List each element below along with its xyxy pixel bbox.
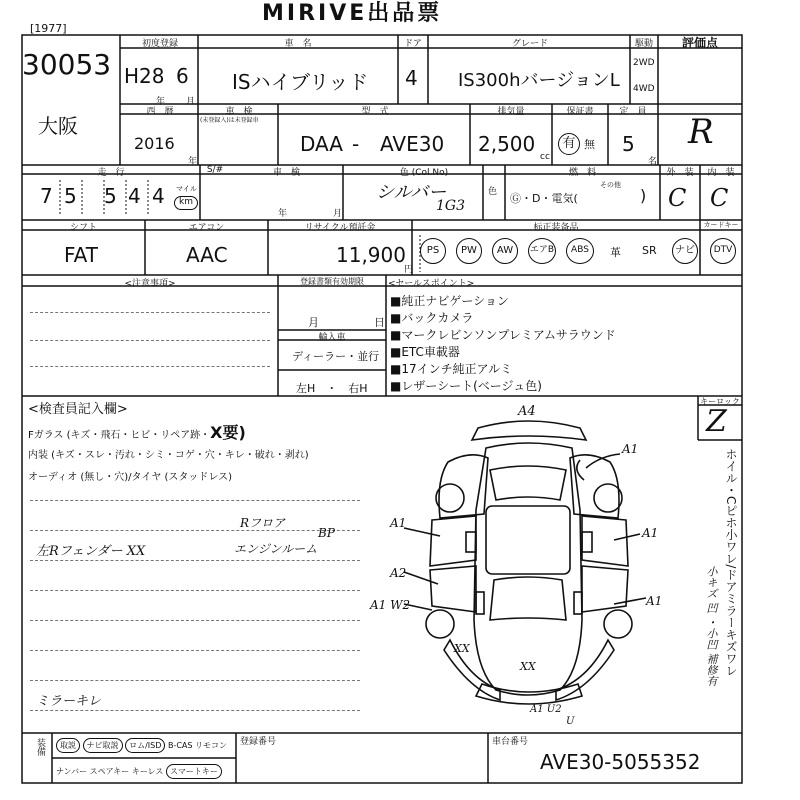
exterior-value: C (668, 184, 687, 212)
hdr-inspection: 車 検 (225, 107, 253, 117)
hdr-shift: シフト (69, 223, 97, 233)
color-number: 1G3 (436, 198, 465, 214)
vehicle-name: ISハイブリッド (232, 70, 369, 94)
equip-sr: SR (642, 244, 657, 257)
hdr-keycard: カードキー (703, 221, 739, 229)
bottom-items-top (56, 738, 227, 753)
damage-mark: A1 W2 (370, 598, 411, 612)
item-bcas: B-CAS (167, 741, 193, 750)
note-floor: Rフロア (240, 516, 286, 530)
km-label: km (174, 196, 198, 210)
shift-value: FAT (64, 243, 99, 267)
hdr-fuel: 燃 料 (568, 168, 596, 178)
hdr-color: 色 (Col.No) (399, 168, 449, 178)
hdr-mileage: 走 行 (97, 168, 125, 178)
hdr-odometer: S/# (206, 165, 224, 175)
equip-airbag: エアB (528, 238, 556, 264)
yen-label: 円 (404, 265, 414, 275)
damage-mark: A4 (518, 404, 536, 419)
hdr-sales: <セールスポイント> (388, 279, 475, 289)
hdr-inspector: <検査員記入欄> (28, 402, 128, 417)
hdr-first-reg: 初度登録 (141, 39, 178, 49)
sales-point: ■マークレビンソンプレミアムサラウンド (390, 328, 616, 342)
aircon-value: AAC (186, 243, 228, 267)
dealer-option: ディーラー・並行 (292, 350, 380, 363)
color-value: シルバー (376, 182, 447, 203)
damage-mark: A2 (390, 566, 407, 580)
note-engine: エンジンルーム (234, 542, 318, 556)
damage-mark: XX (454, 642, 470, 655)
item-spare-key: スペアキー (89, 767, 130, 776)
drive-2wd: 2WD (633, 58, 655, 68)
hdr-reg-expiry: 登録書類有効期限 (300, 277, 364, 286)
page-title: MIRIVE出品票 (262, 1, 443, 26)
sales-point: ■17インチ純正アルミ (390, 362, 513, 376)
sales-point: ■ETC車載器 (390, 345, 460, 359)
capacity-value: 5 (622, 132, 635, 156)
lot-number: 30053 (22, 48, 112, 81)
damage-mark: A1 (390, 516, 407, 530)
hdr-western: 西 暦 (146, 107, 174, 117)
note-bp: BP (318, 526, 335, 540)
mile-label: マイル (176, 185, 197, 193)
item-rom: ロム/ISD (125, 738, 165, 753)
inspector-interior: 内装 (キズ・スレ・汚れ・シミ・コゲ・穴・キレ・破れ・剥れ) (28, 450, 309, 461)
hdr-inspection2: 車 検 (272, 168, 300, 178)
insp-month: 月 (333, 209, 343, 219)
item-navi-manual: ナビ取説 (83, 738, 123, 753)
hdr-chassis: 車台番号 (492, 737, 529, 747)
glass-mark: X要) (210, 423, 246, 442)
interior-value: C (710, 184, 729, 212)
item-remote: リモコン (195, 741, 227, 750)
warranty-no: 無 (584, 138, 595, 151)
damage-mark: A1 U2 (530, 704, 562, 715)
hdr-score: 評価点 (681, 36, 718, 50)
item-smart-key: スマートキー (166, 764, 222, 779)
grade-value: IS300hバージョンL (458, 70, 620, 91)
mileage-digit: 7 (40, 184, 53, 208)
year-code: [1977] (30, 22, 67, 35)
year-suffix: 年 (188, 157, 198, 167)
reg-month: 月 (308, 316, 319, 329)
equip-navi: ナビ (672, 238, 698, 264)
hdr-drive: 駆動 (634, 39, 653, 49)
equip-leather: 革 (610, 246, 621, 259)
hdr-doors: ドア (404, 39, 422, 49)
hdr-warranty: 保証書 (566, 107, 594, 117)
hdr-name: 車 名 (284, 39, 312, 49)
damage-mark: U (566, 716, 575, 727)
drive-4wd: 4WD (633, 84, 655, 94)
year-value: 2016 (134, 134, 175, 153)
warranty-yes: 有 (558, 133, 580, 155)
damage-mark: XX (520, 660, 536, 673)
hdr-model: 型 式 (361, 107, 389, 117)
cc-label: cc (540, 152, 550, 162)
mileage-digit: 5 (64, 184, 77, 208)
month-label: 月 (186, 97, 196, 107)
model-code: AVE30 (380, 132, 445, 156)
equip-dtv: DTV (710, 238, 736, 264)
sales-point: ■純正ナビゲーション (390, 294, 509, 308)
bottom-equip-label: 装備 (35, 738, 45, 756)
mileage-digit: 4 (152, 184, 165, 208)
hdr-interior: 内 装 (707, 168, 735, 178)
unregistered-note: (未登録入)は未登録車 (200, 117, 259, 124)
item-keyless: キーレス (131, 767, 164, 776)
item-plate: ナンバー (56, 767, 88, 776)
hdr-import: 輸入車 (318, 333, 346, 343)
chassis-number: AVE30-5055352 (540, 750, 701, 774)
hdr-keylock: キーロック (700, 397, 740, 406)
fuel-options: Ⓖ・D・電気( (510, 192, 578, 205)
item-manual: 取説 (56, 738, 80, 753)
doors-value: 4 (405, 66, 418, 90)
sales-point: ■レザーシート(ベージュ色) (390, 379, 542, 393)
displacement-value: 2,500 (478, 132, 536, 156)
equip-pw: PW (456, 238, 482, 264)
side-note-2: 小キズ 凹 ・小凹 補修有 (705, 566, 718, 687)
hdr-reg-no: 登録番号 (240, 737, 277, 747)
steering-option: 左H ・ 右H (296, 382, 368, 395)
inspector-audio: オーディオ (無し・穴)/タイヤ (スタッドレス) (28, 472, 233, 483)
bottom-items-bottom (56, 764, 222, 779)
hdr-recycle: リサイクル預託金 (304, 223, 376, 233)
color-label: 色 (488, 187, 498, 197)
damage-mark: A1 (622, 442, 639, 456)
equip-aw: AW (492, 238, 518, 264)
score-value: R (688, 112, 714, 152)
hdr-equipment: 标正装备品 (533, 223, 579, 233)
hdr-aircon: エアコン (188, 223, 225, 233)
region: 大阪 (38, 114, 78, 138)
insp-year: 年 (278, 209, 288, 219)
damage-mark: A1 (642, 526, 659, 540)
sales-point: ■バックカメラ (390, 311, 474, 325)
hdr-exterior: 外 装 (666, 168, 694, 178)
side-note: ホイル・Cピホ小ワレ/ドアミラーキズワレ (724, 448, 738, 677)
fuel-close: ) (640, 186, 647, 205)
equip-ps: PS (420, 238, 446, 264)
hdr-displacement: 排気量 (497, 107, 525, 117)
era-value: H28 (124, 64, 165, 88)
mileage-digit: 4 (128, 184, 141, 208)
hdr-grade: グレード (511, 39, 548, 49)
reg-day: 日 (374, 316, 385, 329)
equip-abs: ABS (566, 238, 594, 264)
recycle-value: 11,900 (336, 243, 406, 267)
hdr-capacity: 定 員 (619, 107, 647, 117)
capacity-unit: 名 (648, 157, 658, 167)
mileage-digit: 5 (104, 184, 117, 208)
hdr-notes: <注意事項> (124, 279, 176, 289)
glass-text: Fガラス (キズ・飛石・ヒビ・リペア跡・ (28, 430, 211, 441)
year-label: 年 (156, 97, 166, 107)
model-prefix: DAA (300, 132, 343, 156)
note-bottom: ミラーキレ (36, 694, 101, 709)
model-dash: - (352, 132, 360, 156)
keylock-mark: Z (706, 404, 727, 439)
month-value: 6 (176, 64, 189, 88)
fuel-other: その他 (600, 181, 621, 189)
note-left-fender: 左Rフェンダー XX (36, 544, 146, 559)
damage-mark: A1 (646, 594, 663, 608)
